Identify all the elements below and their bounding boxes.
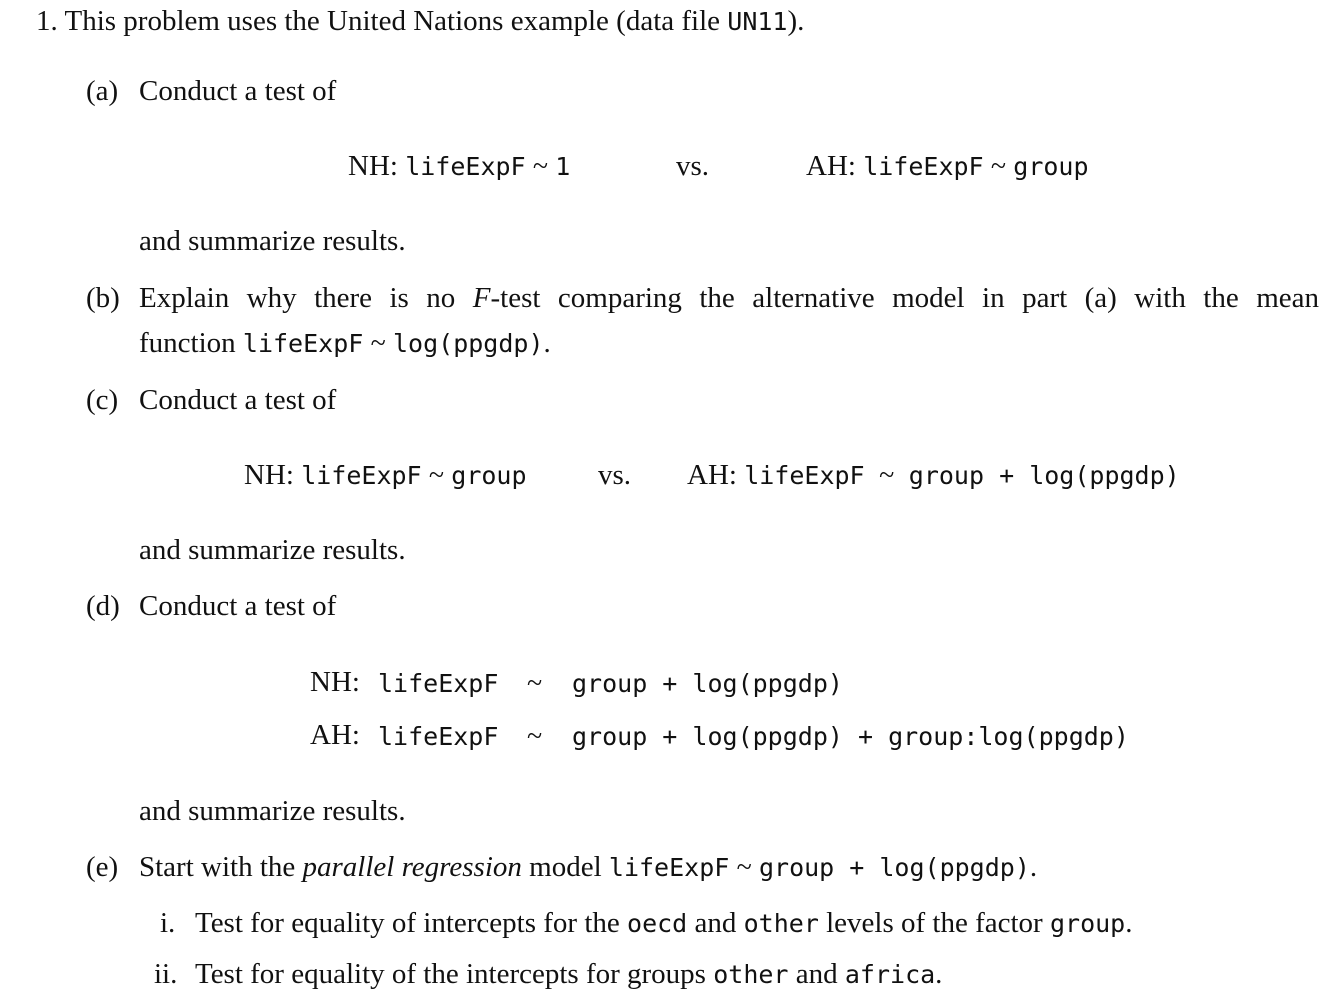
part-b-line2: function lifeExpF ~ log(ppgdp).	[139, 327, 551, 359]
part-d-nh-tilde: ~	[527, 668, 543, 699]
part-d-nh-rhs: group + log(ppgdp)	[572, 669, 843, 698]
part-e-item-i-text: Test for equality of intercepts for the oecd and other levels of the factor group.	[195, 907, 1133, 939]
part-c-label: (c)	[86, 384, 119, 416]
part-c-tail: and summarize results.	[139, 534, 406, 566]
part-a-lead: Conduct a test of	[139, 75, 337, 107]
part-a-tail: and summarize results.	[139, 225, 406, 257]
part-c-vs: vs.	[598, 459, 632, 491]
part-c-null-hypothesis: NH: lifeExpF ~ group	[244, 459, 527, 491]
part-e-item-ii-label: ii.	[154, 958, 178, 990]
part-d-ah-tilde: ~	[527, 721, 543, 752]
part-b-label: (b)	[86, 282, 120, 314]
part-b-line1: Explain why there is no F-test comparing the alternative model in part (a) with the mean	[139, 282, 1319, 314]
part-c-lead: Conduct a test of	[139, 384, 337, 416]
part-e-label: (e)	[86, 851, 119, 883]
part-e-text: Start with the parallel regression model lifeExpF ~ group + log(ppgdp).	[139, 851, 1038, 883]
datafile-name: UN11	[727, 7, 788, 36]
problem-intro: This problem uses the United Nations example (data file	[64, 5, 728, 37]
part-d-label: (d)	[86, 590, 120, 622]
part-d-tail: and summarize results.	[139, 795, 406, 827]
part-e-item-i-label: i.	[160, 907, 176, 939]
part-d-nh-label: NH:	[310, 666, 360, 698]
part-a-vs: vs.	[676, 150, 710, 182]
part-d-lead: Conduct a test of	[139, 590, 337, 622]
part-e-item-ii-text: Test for equality of the intercepts for groups other and africa.	[195, 958, 943, 990]
part-d-ah-lhs: lifeExpF	[378, 722, 499, 751]
part-a-alt-hypothesis: AH: lifeExpF ~ group	[806, 150, 1089, 182]
part-c-alt-hypothesis: AH: lifeExpF ~ group + log(ppgdp)	[687, 459, 1180, 491]
part-d-ah-rhs: group + log(ppgdp) + group:log(ppgdp)	[572, 722, 1129, 751]
problem-header: 1. This problem uses the United Nations example (data file UN11).	[36, 5, 805, 37]
part-a-label: (a)	[86, 75, 119, 107]
problem-number: 1.	[36, 5, 58, 37]
part-d-ah-label: AH:	[310, 719, 360, 751]
part-a-null-hypothesis: NH: lifeExpF ~ 1	[348, 150, 571, 182]
part-d-nh-lhs: lifeExpF	[378, 669, 499, 698]
